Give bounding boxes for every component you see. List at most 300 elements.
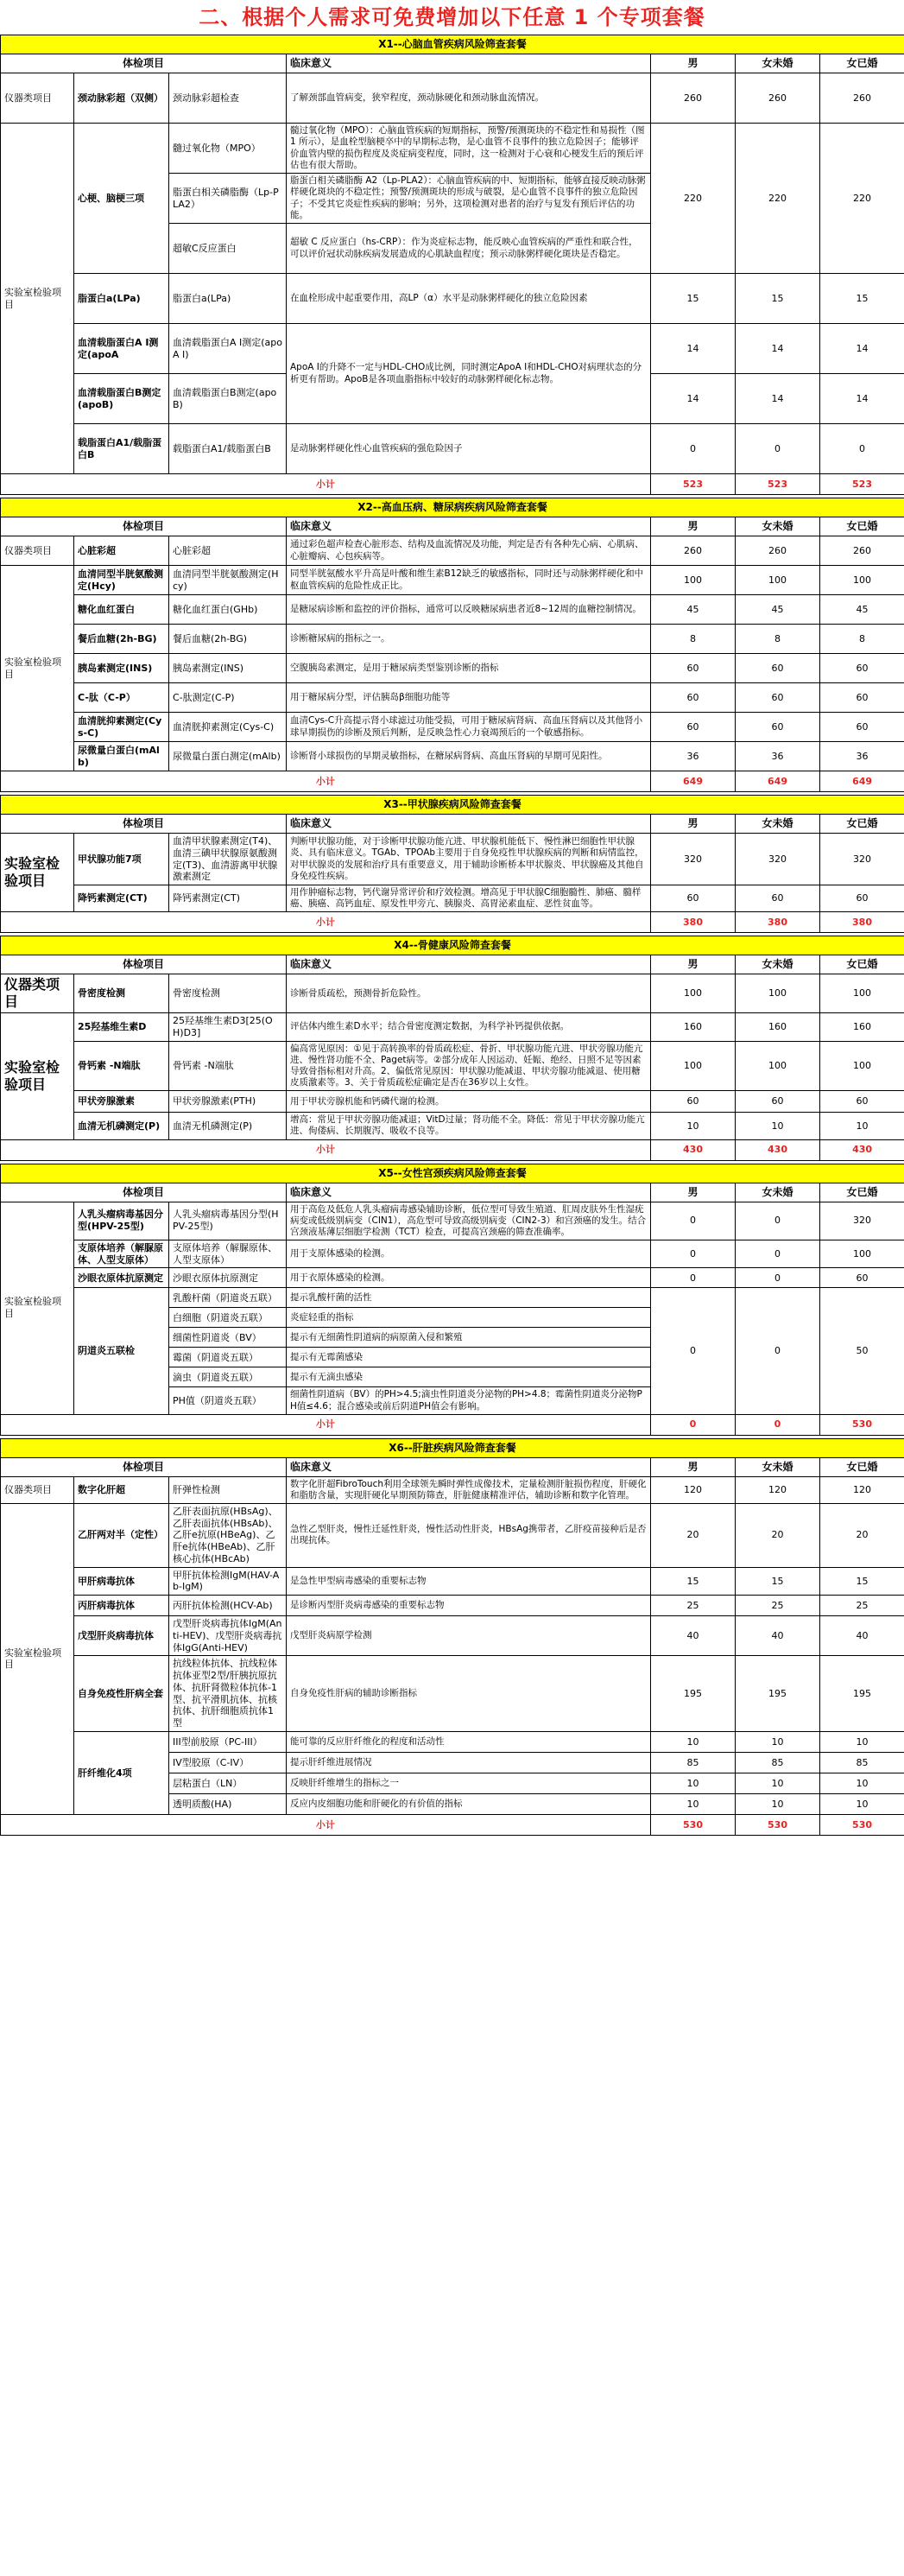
sub-item-name: 肝弹性检测: [169, 1476, 287, 1503]
category-cell: 实验室检验项目: [1, 566, 74, 771]
item-name: 餐后血糖(2h-BG): [74, 625, 169, 654]
price-male: 100: [651, 1041, 736, 1091]
clinical-meaning: 提示有无霉菌感染: [287, 1348, 651, 1367]
subtotal-male: 649: [651, 771, 736, 792]
subtotal-label: 小计: [1, 1414, 651, 1435]
item-name: 甲状旁腺激素: [74, 1091, 169, 1113]
table-row: [1, 683, 904, 713]
price-female-married: 260: [820, 536, 904, 566]
subtotal-label: 小计: [1, 1139, 651, 1160]
header-item: 体检项目: [1, 517, 287, 536]
price-male: 0: [651, 1268, 736, 1288]
package-title: X3--甲状腺疾病风险筛查套餐: [1, 796, 904, 815]
subtotal-male: 523: [651, 474, 736, 495]
price-female-married: 100: [820, 1240, 904, 1268]
price-male: 160: [651, 1013, 736, 1042]
clinical-meaning: 用于甲状旁腺机能和钙磷代谢的检测。: [287, 1091, 651, 1113]
table-row: [1, 625, 904, 654]
item-name: 脂蛋白a(LPa): [74, 274, 169, 324]
table-row: [1, 1656, 904, 1732]
category-cell: 仪器类项目: [1, 974, 74, 1013]
package-title: X4--骨健康风险筛查套餐: [1, 936, 904, 955]
table-row: [1, 974, 904, 1013]
item-name: 人乳头瘤病毒基因分型(HPV-25型): [74, 1202, 169, 1240]
header-female-unmarried: 女未婚: [736, 955, 820, 974]
subtotal-row: [1, 912, 904, 933]
price-male: 0: [651, 1288, 736, 1414]
price-female-married: 15: [820, 274, 904, 324]
sub-item-name: 脂蛋白a(LPa): [169, 274, 287, 324]
category-cell: 实验室检验项目: [1, 834, 74, 912]
clinical-meaning: ApoA I的升降不一定与HDL-CHO成比例，同时测定ApoA I和HDL-CHO对病理状态的分析更有帮助。ApoB是各项血脂指标中较好的动脉粥样硬化标志物。: [287, 324, 651, 424]
clinical-meaning: 偏高常见原因：①见于高转换率的骨质疏松症、骨折、甲状腺功能亢进、甲状旁腺功能亢进、慢性肾功能不全、Paget病等。②部分成年人因运动、妊娠、绝经、日照不足等因素导致骨指标相对升高。2、偏低常见原因：甲状腺功能减退、甲状旁腺功能减退、使用糖皮质激素等。3、关于骨质疏松症确定是否在36岁以上女性。: [287, 1041, 651, 1091]
subtotal-female-unmarried: 649: [736, 771, 820, 792]
table-row: [1, 73, 904, 124]
sub-item-name: 血清无机磷测定(P): [169, 1113, 287, 1139]
sub-item-name: 胰岛素测定(INS): [169, 654, 287, 683]
price-female-married: 85: [820, 1752, 904, 1773]
package-tables: [0, 35, 904, 1838]
table-row: [1, 1268, 904, 1288]
clinical-meaning: 诊断肾小球损伤的早期灵敏指标，在糖尿病肾病、高血压肾病的早期可见阳性。: [287, 742, 651, 771]
table-row: [1, 1567, 904, 1596]
header-male: 男: [651, 1457, 736, 1476]
price-male: 14: [651, 374, 736, 424]
subtotal-female-married: 530: [820, 1814, 904, 1835]
sub-item-name: 脂蛋白相关磷脂酶（Lp-PLA2）: [169, 174, 287, 224]
price-female-married: 160: [820, 1013, 904, 1042]
package-header-row: [1, 1183, 904, 1202]
price-male: 60: [651, 654, 736, 683]
package-title-row: [1, 498, 904, 517]
package-title-row: [1, 1438, 904, 1457]
sub-item-name: 抗线粒体抗体、抗线粒体抗体亚型2型/肝胰抗原抗体、抗肝肾微粒体抗体-1型、抗平滑肌抗体、抗核抗体、抗肝细胞质抗体1型: [169, 1656, 287, 1732]
subtotal-female-married: 380: [820, 912, 904, 933]
subtotal-male: 530: [651, 1814, 736, 1835]
table-row: [1, 1091, 904, 1113]
price-female-unmarried: 8: [736, 625, 820, 654]
package-table: [0, 1438, 904, 1836]
price-female-unmarried: 25: [736, 1596, 820, 1616]
header-meaning: 临床意义: [287, 517, 651, 536]
sub-item-name: 血清载脂蛋白A I测定(apoA I): [169, 324, 287, 374]
subtotal-row: [1, 771, 904, 792]
category-cell: 仪器类项目: [1, 536, 74, 566]
price-female-unmarried: 0: [736, 1240, 820, 1268]
item-name: 甲状腺功能7项: [74, 834, 169, 885]
item-name: 血清胱抑素测定(Cys-C): [74, 713, 169, 742]
item-name: 胰岛素测定(INS): [74, 654, 169, 683]
header-item: 体检项目: [1, 54, 287, 73]
item-name: 血清无机磷测定(P): [74, 1113, 169, 1139]
package-header-row: [1, 517, 904, 536]
price-female-unmarried: 0: [736, 424, 820, 474]
price-female-married: 60: [820, 683, 904, 713]
package-table: [0, 35, 904, 495]
subtotal-row: [1, 1414, 904, 1435]
item-name: 骨密度检测: [74, 974, 169, 1013]
price-female-unmarried: 0: [736, 1288, 820, 1414]
table-row: [1, 1113, 904, 1139]
subtotal-female-unmarried: 523: [736, 474, 820, 495]
header-female-unmarried: 女未婚: [736, 1183, 820, 1202]
price-female-married: 60: [820, 1268, 904, 1288]
header-meaning: 临床意义: [287, 1457, 651, 1476]
price-female-married: 100: [820, 566, 904, 595]
table-row: [1, 1041, 904, 1091]
table-row: [1, 1503, 904, 1567]
item-name: 降钙素测定(CT): [74, 885, 169, 912]
item-name: 骨钙素 -N端肽: [74, 1041, 169, 1091]
sub-item-name: 甲肝抗体检测IgM(HAV-Ab-IgM): [169, 1567, 287, 1596]
clinical-meaning: 提示肝纤维进展情况: [287, 1752, 651, 1773]
subtotal-female-married: 530: [820, 1414, 904, 1435]
header-female-unmarried: 女未婚: [736, 1457, 820, 1476]
price-female-married: 60: [820, 885, 904, 912]
header-male: 男: [651, 955, 736, 974]
clinical-meaning: 是动脉粥样硬化性心血管疾病的强危险因子: [287, 424, 651, 474]
package-table: [0, 936, 904, 1160]
subtotal-row: [1, 474, 904, 495]
table-row: [1, 1596, 904, 1616]
price-female-unmarried: 60: [736, 1091, 820, 1113]
price-female-unmarried: 15: [736, 1567, 820, 1596]
price-female-unmarried: 20: [736, 1503, 820, 1567]
table-row: [1, 1202, 904, 1240]
item-name: 丙肝病毒抗体: [74, 1596, 169, 1616]
clinical-meaning: 提示乳酸杆菌的活性: [287, 1288, 651, 1308]
package-table: [0, 795, 904, 933]
item-name: 自身免疫性肝病全套: [74, 1656, 169, 1732]
subtotal-row: [1, 1139, 904, 1160]
price-female-married: 25: [820, 1596, 904, 1616]
table-gap: [0, 1836, 904, 1838]
table-row: [1, 1616, 904, 1656]
clinical-meaning: 是糖尿病诊断和监控的评价指标，通常可以反映糖尿病患者近8~12周的血糖控制情况。: [287, 595, 651, 625]
subtotal-label: 小计: [1, 1814, 651, 1835]
price-male: 260: [651, 73, 736, 124]
sub-item-name: 骨密度检测: [169, 974, 287, 1013]
price-female-married: 10: [820, 1793, 904, 1814]
sub-item-name: 透明质酸(HA): [169, 1793, 287, 1814]
price-female-unmarried: 60: [736, 654, 820, 683]
price-female-unmarried: 10: [736, 1773, 820, 1793]
price-male: 10: [651, 1113, 736, 1139]
price-female-married: 40: [820, 1616, 904, 1656]
sub-item-name: 餐后血糖(2h-BG): [169, 625, 287, 654]
price-female-unmarried: 14: [736, 324, 820, 374]
price-male: 195: [651, 1656, 736, 1732]
price-female-unmarried: 100: [736, 566, 820, 595]
price-female-unmarried: 10: [736, 1731, 820, 1752]
price-male: 320: [651, 834, 736, 885]
subtotal-female-married: 523: [820, 474, 904, 495]
header-female-unmarried: 女未婚: [736, 54, 820, 73]
price-male: 10: [651, 1773, 736, 1793]
table-row: [1, 885, 904, 912]
table-row: [1, 834, 904, 885]
sub-item-name: 血清载脂蛋白B测定(apoB): [169, 374, 287, 424]
clinical-meaning: 自身免疫性肝病的辅助诊断指标: [287, 1656, 651, 1732]
header-item: 体检项目: [1, 815, 287, 834]
sub-item-name: III型前胶原（PC-III）: [169, 1731, 287, 1752]
price-female-married: 10: [820, 1773, 904, 1793]
price-female-married: 60: [820, 1091, 904, 1113]
package-title: X2--高血压病、糖尿病疾病风险筛查套餐: [1, 498, 904, 517]
sub-item-name: 载脂蛋白A1/载脂蛋白B: [169, 424, 287, 474]
sub-item-name: 乳酸杆菌（阴道炎五联）: [169, 1288, 287, 1308]
price-female-unmarried: 10: [736, 1113, 820, 1139]
category-cell: 仪器类项目: [1, 73, 74, 124]
price-female-married: 14: [820, 324, 904, 374]
price-male: 15: [651, 1567, 736, 1596]
clinical-meaning: 是急性甲型病毒感染的重要标志物: [287, 1567, 651, 1596]
item-name: 戊型肝炎病毒抗体: [74, 1616, 169, 1656]
price-female-unmarried: 14: [736, 374, 820, 424]
clinical-meaning: 诊断骨质疏松，预测骨折危险性。: [287, 974, 651, 1013]
item-name: 心脏彩超: [74, 536, 169, 566]
clinical-meaning: 在血栓形成中起重要作用，高LP（α）水平是动脉粥样硬化的独立危险因素: [287, 274, 651, 324]
sub-item-name: 人乳头瘤病毒基因分型(HPV-25型): [169, 1202, 287, 1240]
package-title-row: [1, 936, 904, 955]
price-male: 15: [651, 274, 736, 324]
header-female-unmarried: 女未婚: [736, 815, 820, 834]
sub-item-name: 乙肝表面抗原(HBsAg)、乙肝表面抗体(HBsAb)、乙肝e抗原(HBeAg)、乙肝e抗体(HBeAb)、乙肝核心抗体(HBcAb): [169, 1503, 287, 1567]
sub-item-name: C-肽测定(C-P): [169, 683, 287, 713]
category-cell: 实验室检验项目: [1, 1202, 74, 1414]
sub-item-name: 霉菌（阴道炎五联）: [169, 1348, 287, 1367]
price-female-unmarried: 10: [736, 1793, 820, 1814]
price-male: 60: [651, 713, 736, 742]
price-female-unmarried: 100: [736, 974, 820, 1013]
price-male: 0: [651, 1202, 736, 1240]
price-female-married: 10: [820, 1731, 904, 1752]
sub-item-name: 尿微量白蛋白测定(mAlb): [169, 742, 287, 771]
price-male: 60: [651, 885, 736, 912]
sub-item-name: 超敏C反应蛋白: [169, 224, 287, 274]
package-title: X5--女性宫颈疾病风险筛查套餐: [1, 1164, 904, 1183]
item-name: 血清同型半胱氨酸测定(Hcy): [74, 566, 169, 595]
table-row: [1, 274, 904, 324]
package-title-row: [1, 35, 904, 54]
price-male: 100: [651, 566, 736, 595]
price-male: 100: [651, 974, 736, 1013]
table-row: [1, 1240, 904, 1268]
subtotal-label: 小计: [1, 771, 651, 792]
header-meaning: 临床意义: [287, 54, 651, 73]
package-header-row: [1, 1457, 904, 1476]
subtotal-male: 430: [651, 1139, 736, 1160]
header-female-married: 女已婚: [820, 815, 904, 834]
clinical-meaning: 用于糖尿病分型，评估胰岛β细胞功能等: [287, 683, 651, 713]
item-name: C-肽（C-P）: [74, 683, 169, 713]
price-female-unmarried: 260: [736, 536, 820, 566]
table-row: [1, 1731, 904, 1752]
header-meaning: 临床意义: [287, 955, 651, 974]
sub-item-name: 戊型肝炎病毒抗体IgM(Anti-HEV)、戊型肝炎病毒抗体IgG(Anti-HEV): [169, 1616, 287, 1656]
price-female-married: 320: [820, 834, 904, 885]
category-cell: 实验室检验项目: [1, 124, 74, 474]
price-female-married: 8: [820, 625, 904, 654]
header-item: 体检项目: [1, 955, 287, 974]
price-male: 40: [651, 1616, 736, 1656]
sub-item-name: 细菌性阴道炎（BV）: [169, 1328, 287, 1348]
price-female-unmarried: 60: [736, 683, 820, 713]
clinical-meaning: 戊型肝炎病原学检测: [287, 1616, 651, 1656]
clinical-meaning: 用于高危及低危人乳头瘤病毒感染辅助诊断，低位型可导致生殖道、肛周皮肤外生性湿疣病变或低级别病变（CIN1），高危型可导致高级别病变（CIN2-3）和宫颈癌的发生。结合宫颈液基薄层细胞学检测（TCT）检查，可提高宫颈癌的筛查准确率。: [287, 1202, 651, 1240]
price-female-unmarried: 220: [736, 124, 820, 274]
sub-item-name: 支原体培养（解脲原体、人型支原体）: [169, 1240, 287, 1268]
clinical-meaning: 是诊断丙型肝炎病毒感染的重要标志物: [287, 1596, 651, 1616]
item-name: 25羟基维生素D: [74, 1013, 169, 1042]
price-female-married: 20: [820, 1503, 904, 1567]
price-female-unmarried: 0: [736, 1268, 820, 1288]
subtotal-female-married: 430: [820, 1139, 904, 1160]
table-row: [1, 713, 904, 742]
sub-item-name: PH值（阴道炎五联）: [169, 1387, 287, 1414]
package-header-row: [1, 815, 904, 834]
price-male: 0: [651, 1240, 736, 1268]
price-male: 60: [651, 683, 736, 713]
sub-item-name: 25羟基维生素D3[25(OH)D3]: [169, 1013, 287, 1042]
clinical-meaning: 用作肿瘤标志物，钙代谢异常评价和疗效检测。增高见于甲状腺C细胞髓性、肺癌、髓样癌、胰癌、高钙血症、原发性甲旁亢、胰腺炎、高胃泌素血症、恶性贫血等。: [287, 885, 651, 912]
item-name: 血清载脂蛋白B测定(apoB): [74, 374, 169, 424]
sub-item-name: 髓过氧化物（MPO）: [169, 124, 287, 174]
price-female-married: 195: [820, 1656, 904, 1732]
header-male: 男: [651, 54, 736, 73]
header-female-married: 女已婚: [820, 517, 904, 536]
package-title: X1--心脑血管疾病风险筛查套餐: [1, 35, 904, 54]
price-female-married: 0: [820, 424, 904, 474]
clinical-meaning: 诊断糖尿病的指标之一。: [287, 625, 651, 654]
price-female-married: 120: [820, 1476, 904, 1503]
price-female-unmarried: 40: [736, 1616, 820, 1656]
price-male: 36: [651, 742, 736, 771]
price-female-married: 15: [820, 1567, 904, 1596]
price-male: 85: [651, 1752, 736, 1773]
subtotal-female-unmarried: 530: [736, 1814, 820, 1835]
price-female-married: 220: [820, 124, 904, 274]
sub-item-name: 沙眼衣原体抗原测定: [169, 1268, 287, 1288]
item-name: 甲肝病毒抗体: [74, 1567, 169, 1596]
header-female-married: 女已婚: [820, 1457, 904, 1476]
sub-item-name: 颈动脉彩超检查: [169, 73, 287, 124]
clinical-meaning: 细菌性阴道病（BV）的PH>4.5;滴虫性阴道炎分泌物的PH>4.8；霉菌性阴道炎分泌物PH值≤4.6；混合感染或前后阴道PH值会有影响。: [287, 1387, 651, 1414]
page-title: 二、根据个人需求可免费增加以下任意 1 个专项套餐: [199, 5, 705, 29]
sub-item-name: 糖化血红蛋白(GHb): [169, 595, 287, 625]
sub-item-name: 血清甲状腺素测定(T4)、血清三碘甲状腺原氨酸测定(T3)、血清游离甲状腺激素测定: [169, 834, 287, 885]
category-cell: 实验室检验项目: [1, 1013, 74, 1139]
package-table: [0, 1164, 904, 1436]
price-female-married: 60: [820, 713, 904, 742]
clinical-meaning: 炎症轻重的指标: [287, 1308, 651, 1328]
header-item: 体检项目: [1, 1457, 287, 1476]
item-name: 沙眼衣原体抗原测定: [74, 1268, 169, 1288]
price-male: 220: [651, 124, 736, 274]
sub-item-name: 骨钙素 -N端肽: [169, 1041, 287, 1091]
price-female-unmarried: 260: [736, 73, 820, 124]
price-male: 120: [651, 1476, 736, 1503]
price-male: 25: [651, 1596, 736, 1616]
table-row: [1, 424, 904, 474]
header-female-married: 女已婚: [820, 54, 904, 73]
item-name: 阴道炎五联检: [74, 1288, 169, 1414]
clinical-meaning: 空腹胰岛素测定，是用于糖尿病类型鉴别诊断的指标: [287, 654, 651, 683]
category-cell: 实验室检验项目: [1, 1503, 74, 1814]
item-name: 支原体培养（解脲原体、人型支原体）: [74, 1240, 169, 1268]
clinical-meaning: 反应内皮细胞功能和肝硬化的有价值的指标: [287, 1793, 651, 1814]
price-female-married: 10: [820, 1113, 904, 1139]
price-female-married: 60: [820, 654, 904, 683]
price-female-married: 260: [820, 73, 904, 124]
item-name: 载脂蛋白A1/载脂蛋白B: [74, 424, 169, 474]
price-female-unmarried: 85: [736, 1752, 820, 1773]
price-male: 260: [651, 536, 736, 566]
price-female-unmarried: 15: [736, 274, 820, 324]
price-male: 45: [651, 595, 736, 625]
price-male: 8: [651, 625, 736, 654]
item-name: 血清载脂蛋白A I测定(apoA: [74, 324, 169, 374]
header-meaning: 临床意义: [287, 815, 651, 834]
sub-item-name: 丙肝抗体检测(HCV-Ab): [169, 1596, 287, 1616]
price-female-married: 50: [820, 1288, 904, 1414]
table-row: [1, 536, 904, 566]
clinical-meaning: 脂蛋白相关磷脂酶 A2（Lp-PLA2）：心脑血管疾病的中、短期指标，能够直接反映动脉粥样硬化斑块的不稳定性；预警/预测斑块的形成与破裂，是心血管不良事件的独立危险因子；不受其它炎症性疾病的影响；另外，这项检测对患者的治疗与复发有预后评估的功能。: [287, 174, 651, 224]
header-meaning: 临床意义: [287, 1183, 651, 1202]
item-name: 糖化血红蛋白: [74, 595, 169, 625]
package-table: [0, 498, 904, 792]
clinical-meaning: 同型半胱氨酸水平升高是叶酸和维生素B12缺乏的敏感指标，同时还与动脉粥样硬化和中枢血管疾病的危险性成正比。: [287, 566, 651, 595]
price-male: 10: [651, 1731, 736, 1752]
clinical-meaning: 通过彩色超声检查心脏形态、结构及血流情况及功能，判定是否有各种先心病、心肌病、心脏瓣病、心包疾病等。: [287, 536, 651, 566]
item-name: 颈动脉彩超（双侧）: [74, 73, 169, 124]
package-title-row: [1, 1164, 904, 1183]
price-female-unmarried: 0: [736, 1202, 820, 1240]
sub-item-name: 甲状旁腺激素(PTH): [169, 1091, 287, 1113]
clinical-meaning: 用于衣原体感染的检测。: [287, 1268, 651, 1288]
price-male: 60: [651, 1091, 736, 1113]
category-cell: 仪器类项目: [1, 1476, 74, 1503]
package-header-row: [1, 955, 904, 974]
table-row: [1, 1476, 904, 1503]
subtotal-female-married: 649: [820, 771, 904, 792]
price-male: 20: [651, 1503, 736, 1567]
table-row: [1, 654, 904, 683]
subtotal-male: 0: [651, 1414, 736, 1435]
sub-item-name: 白细胞（阴道炎五联）: [169, 1308, 287, 1328]
clinical-meaning: 数字化肝超FibroTouch利用全球领先瞬时弹性成像技术，定量检测肝脏损伤程度，肝硬化和脂肪含量，实现肝硬化早期预防筛查，肝脏健康精准评估，辅助诊断和数字化管理。: [287, 1476, 651, 1503]
item-name: 心梗、脑梗三项: [74, 124, 169, 274]
clinical-meaning: 能可靠的反应肝纤维化的程度和活动性: [287, 1731, 651, 1752]
clinical-meaning: 了解颈部血管病变，狭窄程度，颈动脉硬化和颈动脉血流情况。: [287, 73, 651, 124]
clinical-meaning: 评估体内维生素D水平；结合骨密度测定数据，为科学补钙提供依据。: [287, 1013, 651, 1042]
clinical-meaning: 增高：常见于甲状旁腺功能减退；VitD过量；肾功能不全。降低：常见于甲状旁腺功能亢进、佝偻病、长期腹泻、吸收不良等。: [287, 1113, 651, 1139]
price-female-unmarried: 320: [736, 834, 820, 885]
clinical-meaning: 判断甲状腺功能，对于诊断甲状腺功能亢进、甲状腺机能低下、慢性淋巴细胞性甲状腺炎、具有临床意义。TGAb、TPOAb主要用于自身免疫性甲状腺疾病的判断和病情监控，对甲状腺炎的发展和治疗具有重要意义，用于辅助诊断桥本甲状腺炎、甲状腺癌及其他自身免疫性疾病。: [287, 834, 651, 885]
clinical-meaning: 超敏 C 反应蛋白（hs-CRP）：作为炎症标志物，能反映心血管疾病的严重性和联合性，可以评价冠状动脉疾病发展造成的心肌缺血程度；预示动脉粥样硬化斑块是否稳定。: [287, 224, 651, 274]
sub-item-name: 血清同型半胱氨酸测定(Hcy): [169, 566, 287, 595]
sub-item-name: 滴虫（阴道炎五联）: [169, 1367, 287, 1387]
price-female-married: 100: [820, 1041, 904, 1091]
header-female-married: 女已婚: [820, 1183, 904, 1202]
clinical-meaning: 髓过氧化物（MPO）：心脑血管疾病的短期指标，预警/预测斑块的不稳定性和易损性（图 1 所示），是血栓型脑梗卒中的早期标志物，是心血管不良事件的独立危险因子；能够评价血管内壁的损伤程度及炎症病变程度，同时，这一检测对于心衰和心梗发生后的预后评估也有很大帮助。: [287, 124, 651, 174]
package-header-row: [1, 54, 904, 73]
subtotal-female-unmarried: 0: [736, 1414, 820, 1435]
subtotal-row: [1, 1814, 904, 1835]
price-female-married: 45: [820, 595, 904, 625]
price-female-married: 100: [820, 974, 904, 1013]
package-title: X6--肝脏疾病风险筛查套餐: [1, 1438, 904, 1457]
